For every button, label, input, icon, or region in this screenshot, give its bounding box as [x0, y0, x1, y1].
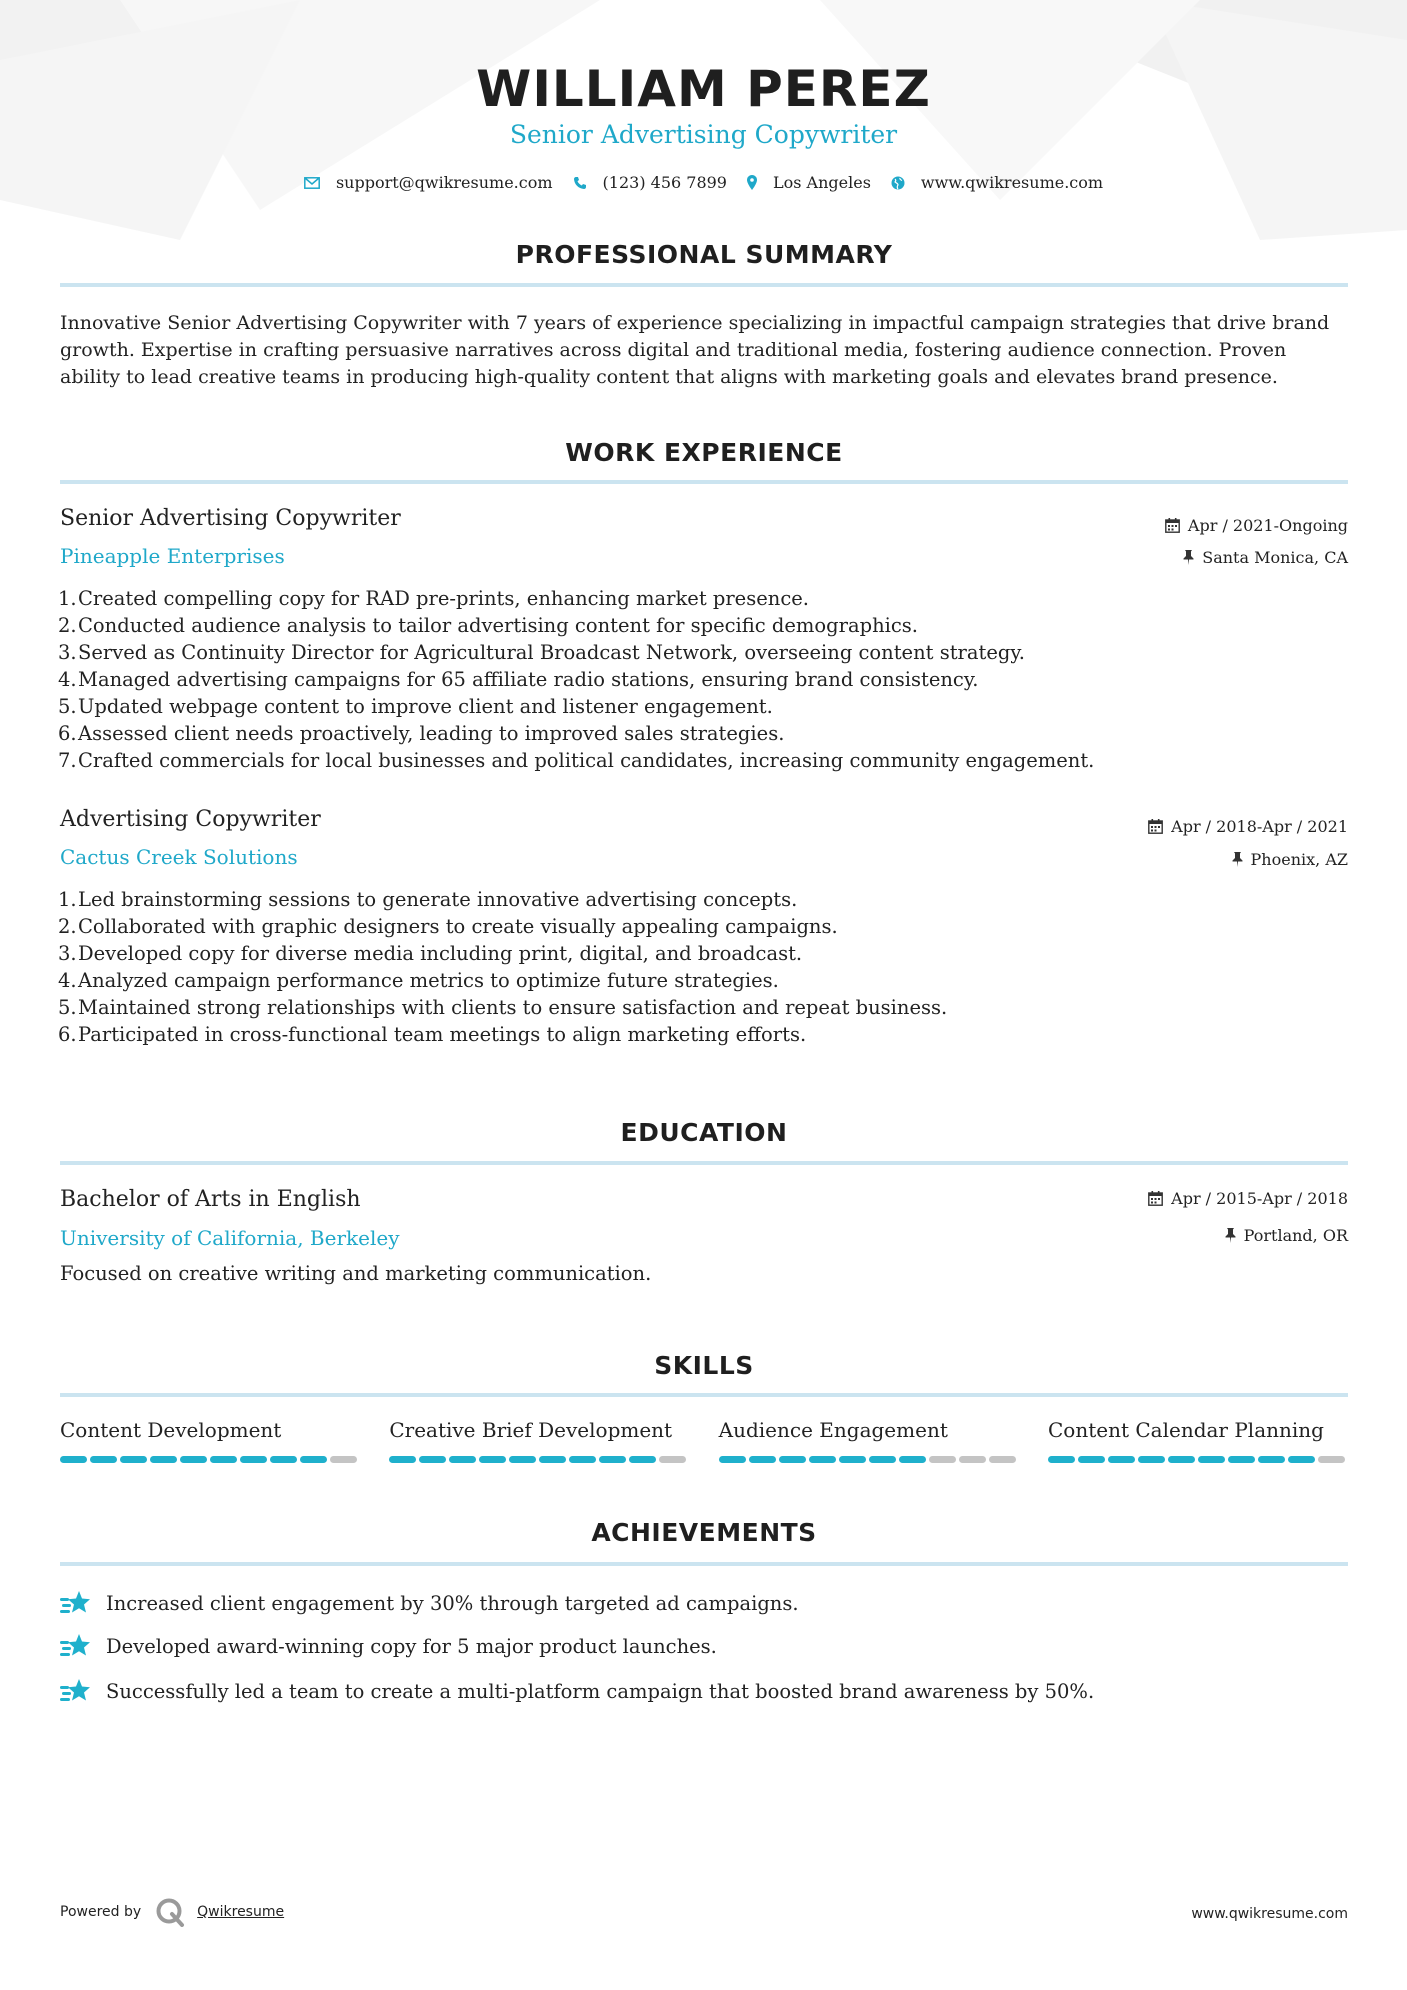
contact-phone — [573, 173, 727, 192]
footer-website: www.qwikresume.com — [1191, 1906, 1348, 1922]
skill-item — [719, 1418, 1019, 1463]
achievement-text: Successfully led a team to create a multi-platform campaign that boosted brand awareness by 50%. — [106, 1679, 1095, 1703]
phone-icon — [573, 176, 587, 190]
list-item: 4. Analyzed campaign performance metrics to optimize future strategies. — [58, 969, 779, 992]
skill-dot-filled — [1108, 1456, 1135, 1463]
skill-dot-filled — [479, 1456, 506, 1463]
skill-dot-filled — [899, 1456, 926, 1463]
list-item: 6. Assessed client needs proactively, leading to improved sales strategies. — [58, 722, 785, 745]
qwikresume-logo-icon — [155, 1897, 185, 1927]
education-divider — [60, 1161, 1348, 1165]
skill-dot-filled — [60, 1456, 87, 1463]
candidate-name: WILLIAM PEREZ — [476, 60, 931, 118]
achievements-divider — [60, 1562, 1348, 1566]
skill-dot-empty — [659, 1456, 686, 1463]
skill-dot-filled — [270, 1456, 297, 1463]
skill-item — [389, 1418, 689, 1463]
skill-name: Content Development — [60, 1418, 282, 1442]
skill-dot-filled — [779, 1456, 806, 1463]
job-2-location-text: Phoenix, AZ — [1250, 850, 1348, 869]
list-item: 1. Created compelling copy for RAD pre-prints, enhancing market presence. — [58, 587, 809, 610]
job-1-role: Senior Advertising Copywriter — [60, 506, 401, 531]
candidate-title: Senior Advertising Copywriter — [509, 120, 898, 149]
list-item: 6. Participated in cross-functional team meetings to align marketing efforts. — [58, 1023, 807, 1046]
skill-dot-filled — [629, 1456, 656, 1463]
skill-dot-filled — [539, 1456, 566, 1463]
shooting-star-icon — [60, 1589, 92, 1617]
job-1-location — [1183, 548, 1348, 567]
skill-dot-filled — [599, 1456, 626, 1463]
achievement-item — [60, 1632, 1340, 1660]
list-item: 4. Managed advertising campaigns for 65 affiliate radio stations, ensuring brand consistency. — [58, 668, 979, 691]
powered-by-label: Powered by — [60, 1904, 142, 1920]
list-item: 3. Served as Continuity Director for Agricultural Broadcast Network, overseeing content strategy. — [58, 641, 1025, 664]
skill-dot-filled — [240, 1456, 267, 1463]
shooting-star-icon — [60, 1677, 92, 1705]
skill-dot-filled — [180, 1456, 207, 1463]
shooting-star-icon — [60, 1632, 92, 1660]
skill-dot-filled — [419, 1456, 446, 1463]
job-1-dates-text: Apr / 2021-Ongoing — [1187, 516, 1348, 535]
skills-grid — [60, 1418, 1348, 1463]
job-2-dates — [1148, 817, 1348, 836]
skill-dot-filled — [1198, 1456, 1225, 1463]
list-item: 5. Updated webpage content to improve client and listener engagement. — [58, 695, 773, 718]
location-pin-icon — [747, 175, 757, 190]
summary-text: Innovative Senior Advertising Copywriter with 7 years of experience specializing in impactful campaign strategies that drive brand growth. Expertise in crafting persuasive narratives across digital and traditional media, fostering audience connection. Proven ability to lead creative teams in producing high-quality content that aligns with marketing goals and elevates brand presence. — [60, 312, 1330, 388]
contact-location-text: Los Angeles — [772, 173, 871, 192]
list-item: 1. Led brainstorming sessions to generate innovative advertising concepts. — [58, 888, 798, 911]
skill-dot-filled — [1228, 1456, 1255, 1463]
skill-dot-filled — [719, 1456, 746, 1463]
contact-email — [304, 173, 553, 192]
skill-level-bar — [1048, 1456, 1348, 1463]
contact-website — [891, 173, 1103, 192]
summary-divider — [60, 283, 1348, 287]
education-degree: Bachelor of Arts in English — [60, 1187, 361, 1212]
skill-level-bar — [389, 1456, 689, 1463]
skills-heading: SKILLS — [654, 1351, 754, 1380]
qwikresume-link[interactable]: Qwikresume — [197, 1904, 285, 1920]
achievements-heading: ACHIEVEMENTS — [591, 1518, 817, 1547]
skill-dot-filled — [509, 1456, 536, 1463]
skill-name: Creative Brief Development — [389, 1418, 673, 1442]
job-1-bullets — [58, 585, 1338, 774]
skill-dot-filled — [1138, 1456, 1165, 1463]
skills-divider — [60, 1393, 1348, 1397]
list-item: 2. Collaborated with graphic designers to create visually appealing campaigns. — [58, 915, 838, 938]
skill-dot-filled — [809, 1456, 836, 1463]
list-item: 2. Conducted audience analysis to tailor advertising content for specific demographics. — [58, 614, 918, 637]
summary-heading: PROFESSIONAL SUMMARY — [515, 240, 893, 269]
contact-phone-text: (123) 456 7899 — [602, 173, 727, 192]
education-dates — [1148, 1189, 1348, 1208]
calendar-icon — [1148, 1191, 1163, 1206]
skill-dot-filled — [1048, 1456, 1075, 1463]
envelope-icon — [304, 177, 320, 189]
list-item: 7. Crafted commercials for local businesses and political candidates, increasing community engagement. — [58, 749, 1095, 772]
contact-website-text: www.qwikresume.com — [920, 173, 1104, 192]
list-item: 3. Developed copy for diverse media including print, digital, and broadcast. — [58, 942, 803, 965]
education-heading: EDUCATION — [620, 1118, 788, 1147]
job-2-dates-text: Apr / 2018-Apr / 2021 — [1171, 817, 1348, 836]
achievement-item — [60, 1677, 1340, 1705]
job-2-company: Cactus Creek Solutions — [60, 845, 298, 869]
skill-dot-empty — [1318, 1456, 1345, 1463]
footer-powered-by — [60, 1897, 284, 1927]
skill-dot-filled — [120, 1456, 147, 1463]
pushpin-icon — [1225, 1228, 1236, 1243]
calendar-icon — [1165, 518, 1180, 533]
education-location-text: Portland, OR — [1243, 1226, 1348, 1245]
job-1-dates — [1165, 516, 1348, 535]
job-2-bullets — [58, 886, 1338, 1048]
skill-dot-filled — [839, 1456, 866, 1463]
job-1-company: Pineapple Enterprises — [60, 544, 285, 568]
pushpin-icon — [1183, 550, 1194, 565]
achievement-text: Increased client engagement by 30% through targeted ad campaigns. — [106, 1591, 799, 1615]
skill-level-bar — [60, 1456, 360, 1463]
skill-dot-empty — [959, 1456, 986, 1463]
skill-item — [1048, 1418, 1348, 1463]
skill-dot-filled — [569, 1456, 596, 1463]
skill-dot-empty — [929, 1456, 956, 1463]
experience-heading: WORK EXPERIENCE — [565, 438, 843, 467]
skill-dot-filled — [1288, 1456, 1315, 1463]
list-item: 5. Maintained strong relationships with clients to ensure satisfaction and repeat business. — [58, 996, 948, 1019]
globe-icon — [891, 176, 905, 190]
skill-dot-empty — [330, 1456, 357, 1463]
calendar-icon — [1148, 819, 1163, 834]
job-2-location — [1232, 850, 1348, 869]
skill-dot-filled — [1258, 1456, 1285, 1463]
skill-dot-filled — [449, 1456, 476, 1463]
skill-dot-filled — [90, 1456, 117, 1463]
contact-bar — [0, 173, 1407, 192]
skill-name: Content Calendar Planning — [1047, 1418, 1324, 1442]
skill-name: Audience Engagement — [718, 1418, 948, 1442]
skill-dot-filled — [389, 1456, 416, 1463]
job-1-location-text: Santa Monica, CA — [1202, 548, 1348, 567]
education-school: University of California, Berkeley — [60, 1226, 400, 1250]
achievement-item — [60, 1589, 1340, 1617]
contact-email-text: support@qwikresume.com — [335, 173, 553, 192]
contact-location — [747, 173, 871, 192]
skill-dot-filled — [1168, 1456, 1195, 1463]
skill-item — [60, 1418, 360, 1463]
experience-divider — [60, 480, 1348, 484]
skill-dot-empty — [989, 1456, 1016, 1463]
education-location — [1225, 1226, 1348, 1245]
job-2-role: Advertising Copywriter — [60, 807, 321, 832]
skill-dot-filled — [150, 1456, 177, 1463]
achievement-text: Developed award-winning copy for 5 major product launches. — [106, 1634, 717, 1658]
skill-dot-filled — [300, 1456, 327, 1463]
education-description: Focused on creative writing and marketing communication. — [60, 1262, 652, 1285]
pushpin-icon — [1232, 852, 1243, 867]
skill-dot-filled — [869, 1456, 896, 1463]
skill-dot-filled — [749, 1456, 776, 1463]
skill-dot-filled — [1078, 1456, 1105, 1463]
skill-dot-filled — [210, 1456, 237, 1463]
skill-level-bar — [719, 1456, 1019, 1463]
education-dates-text: Apr / 2015-Apr / 2018 — [1171, 1189, 1348, 1208]
